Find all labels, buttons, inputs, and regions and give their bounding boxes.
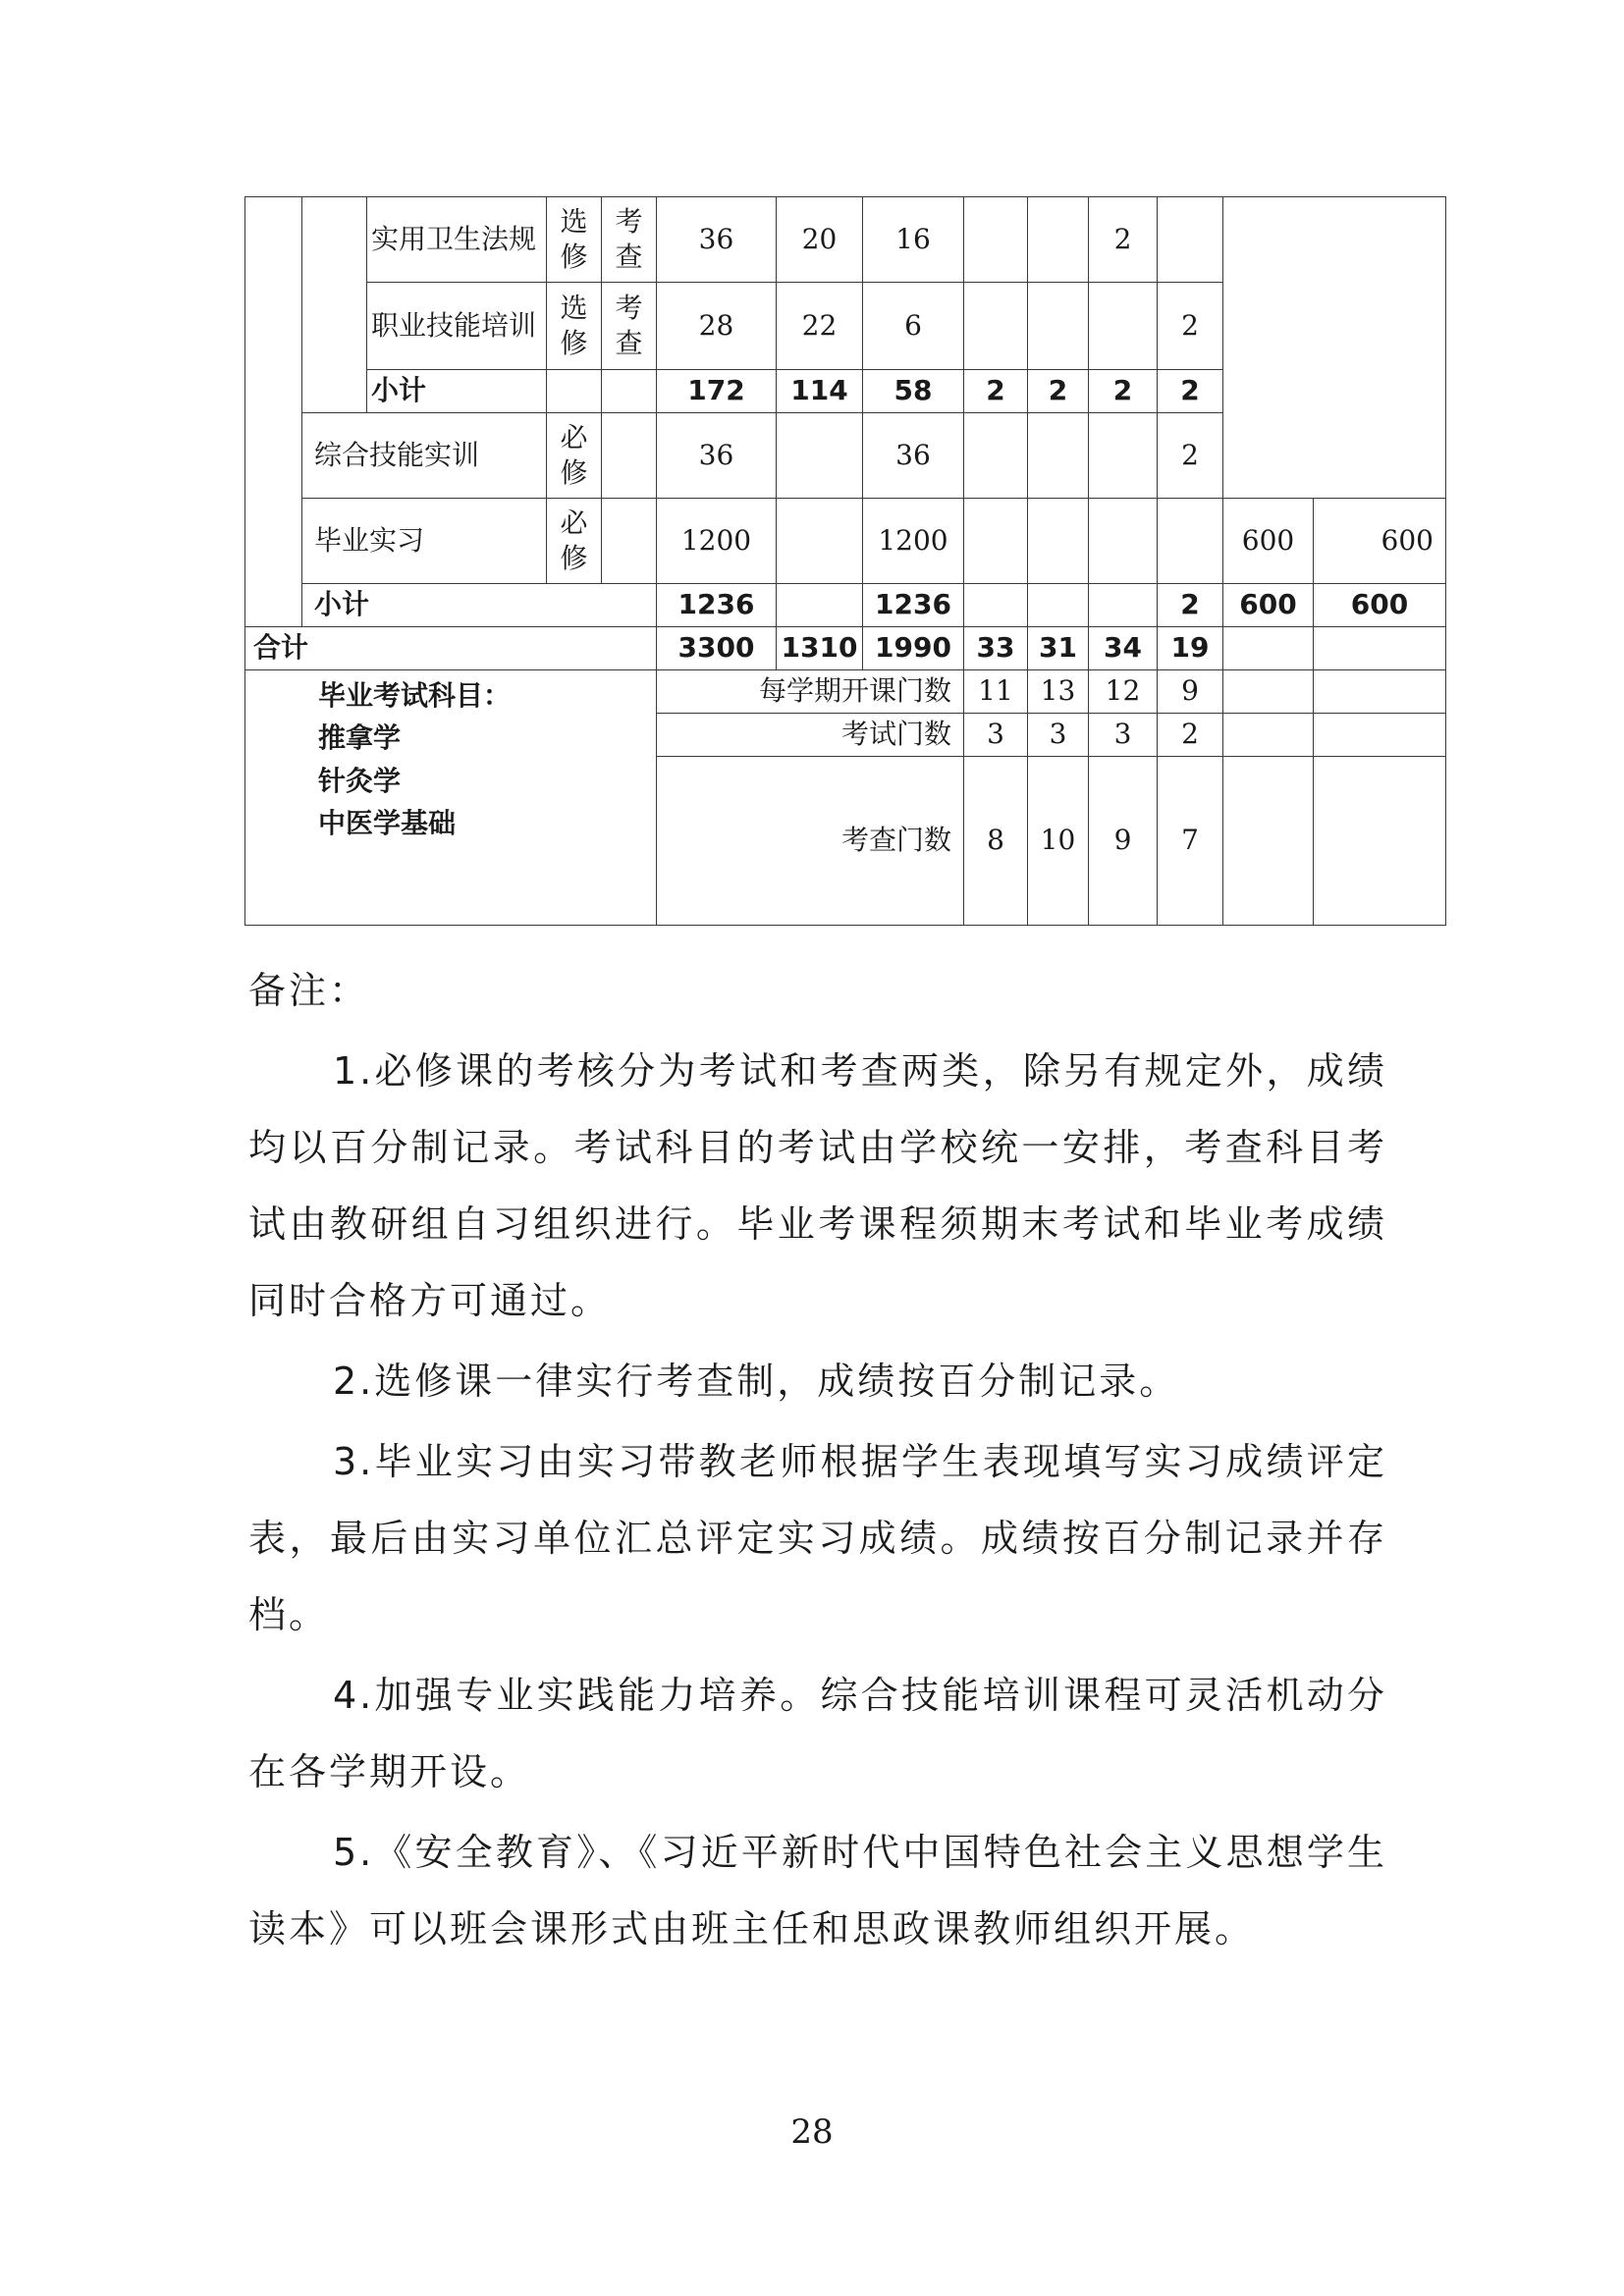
practice-hours: 58 [863,370,964,413]
stat-label: 每学期开课门数 [657,670,964,714]
empty-cell [602,499,657,584]
semester-6: 600 [1314,584,1446,627]
group-cell-inner [302,197,367,413]
empty-cell [1223,670,1314,714]
semester-3 [1089,413,1158,499]
practice-hours: 1200 [863,499,964,584]
semester-2 [1028,283,1089,370]
course-name: 毕业实习 [302,499,547,584]
semester-4 [1158,499,1223,584]
semester-3: 34 [1089,627,1158,670]
note-item: 5.《安全教育》、《习近平新时代中国特色社会主义思想学生读本》可以班会课形式由班主任和思政课教师组织开展。 [248,1831,1387,1950]
practice-hours: 16 [863,197,964,283]
total-hours: 28 [657,283,777,370]
assessment: 考查 [602,197,657,283]
total-hours: 36 [657,197,777,283]
empty-block [1223,197,1446,499]
course-type: 选修 [547,283,602,370]
course-type: 选修 [547,197,602,283]
semester-3: 3 [1089,714,1158,757]
notes-title: 备注： [248,969,370,1012]
exam-subjects [245,670,657,926]
stat-label: 考查门数 [657,757,964,926]
semester-6: 600 [1314,499,1446,584]
exam-subject: 推拿学 [318,721,402,755]
total-hours: 172 [657,370,777,413]
theory-hours [777,584,863,627]
empty-cell [547,370,602,413]
empty-cell [1314,757,1446,926]
note-item: 3.毕业实习由实习带教老师根据学生表现填写实习成绩评定表，最后由实习单位汇总评定实习成绩。成绩按百分制记录并存档。 [248,1440,1387,1636]
stats-row [245,670,1446,714]
table-row [245,499,1446,584]
course-name: 综合技能实训 [302,413,547,499]
empty-cell [1223,714,1314,757]
semester-3 [1089,283,1158,370]
semester-2 [1028,413,1089,499]
total-hours: 3300 [657,627,777,670]
semester-3: 9 [1089,757,1158,926]
empty-cell [1314,714,1446,757]
row-label: 合计 [245,627,657,670]
practice-hours: 36 [863,413,964,499]
semester-2: 13 [1028,670,1089,714]
theory-hours: 22 [777,283,863,370]
stat-label: 考试门数 [657,714,964,757]
theory-hours: 114 [777,370,863,413]
semester-4: 2 [1158,283,1223,370]
course-name: 实用卫生法规 [367,197,547,283]
theory-hours [777,499,863,584]
semester-3: 12 [1089,670,1158,714]
exam-subject: 针灸学 [318,764,402,797]
exam-subjects-title: 毕业考试科目： [318,679,512,712]
course-name: 职业技能培训 [367,283,547,370]
empty-cell [602,413,657,499]
theory-hours: 20 [777,197,863,283]
assessment: 考查 [602,283,657,370]
semester-2 [1028,197,1089,283]
total-row [245,627,1446,670]
semester-2: 31 [1028,627,1089,670]
note-item: 4.加强专业实践能力培养。综合技能培训课程可灵活机动分在各学期开设。 [248,1674,1387,1793]
semester-2 [1028,584,1089,627]
notes-section [248,952,1387,1971]
row-label: 小计 [367,370,547,413]
practice-hours: 6 [863,283,964,370]
note-item: 2.选修课一律实行考查制，成绩按百分制记录。 [333,1360,1180,1403]
semester-1: 33 [964,627,1028,670]
semester-2: 2 [1028,370,1089,413]
practice-hours: 1236 [863,584,964,627]
semester-3 [1089,499,1158,584]
table-row [245,197,1446,283]
semester-4: 2 [1158,413,1223,499]
total-hours: 36 [657,413,777,499]
semester-4 [1158,197,1223,283]
empty-cell [1223,757,1314,926]
empty-cell [1314,670,1446,714]
semester-2 [1028,499,1089,584]
semester-4: 2 [1158,714,1223,757]
semester-3: 2 [1089,370,1158,413]
row-label: 小计 [302,584,657,627]
total-hours: 1200 [657,499,777,584]
semester-1 [964,413,1028,499]
group-cell-outer [245,197,302,627]
course-type: 必修 [547,499,602,584]
semester-1 [964,499,1028,584]
semester-3: 2 [1089,197,1158,283]
semester-1: 2 [964,370,1028,413]
semester-4: 2 [1158,584,1223,627]
semester-4: 9 [1158,670,1223,714]
empty-cell [1314,627,1446,670]
page-number: 28 [790,2112,834,2152]
semester-1: 11 [964,670,1028,714]
semester-2: 3 [1028,714,1089,757]
curriculum-table [244,196,1446,926]
semester-1: 8 [964,757,1028,926]
total-hours: 1236 [657,584,777,627]
semester-1 [964,197,1028,283]
practice-hours: 1990 [863,627,964,670]
semester-5: 600 [1223,499,1314,584]
theory-hours: 1310 [777,627,863,670]
semester-1 [964,283,1028,370]
course-type: 必修 [547,413,602,499]
semester-4: 2 [1158,370,1223,413]
semester-5: 600 [1223,584,1314,627]
empty-cell [602,370,657,413]
semester-4: 19 [1158,627,1223,670]
semester-1: 3 [964,714,1028,757]
empty-cell [1223,627,1314,670]
semester-2: 10 [1028,757,1089,926]
semester-4: 7 [1158,757,1223,926]
exam-subject: 中医学基础 [318,807,457,840]
subtotal-row [245,584,1446,627]
theory-hours [777,413,863,499]
note-item: 1.必修课的考核分为考试和考查两类，除另有规定外，成绩均以百分制记录。考试科目的考试由学校统一安排，考查科目考试由教研组自习组织进行。毕业考课程须期末考试和毕业考成绩同时合格方可通过。 [248,1049,1387,1322]
semester-1 [964,584,1028,627]
semester-3 [1089,584,1158,627]
